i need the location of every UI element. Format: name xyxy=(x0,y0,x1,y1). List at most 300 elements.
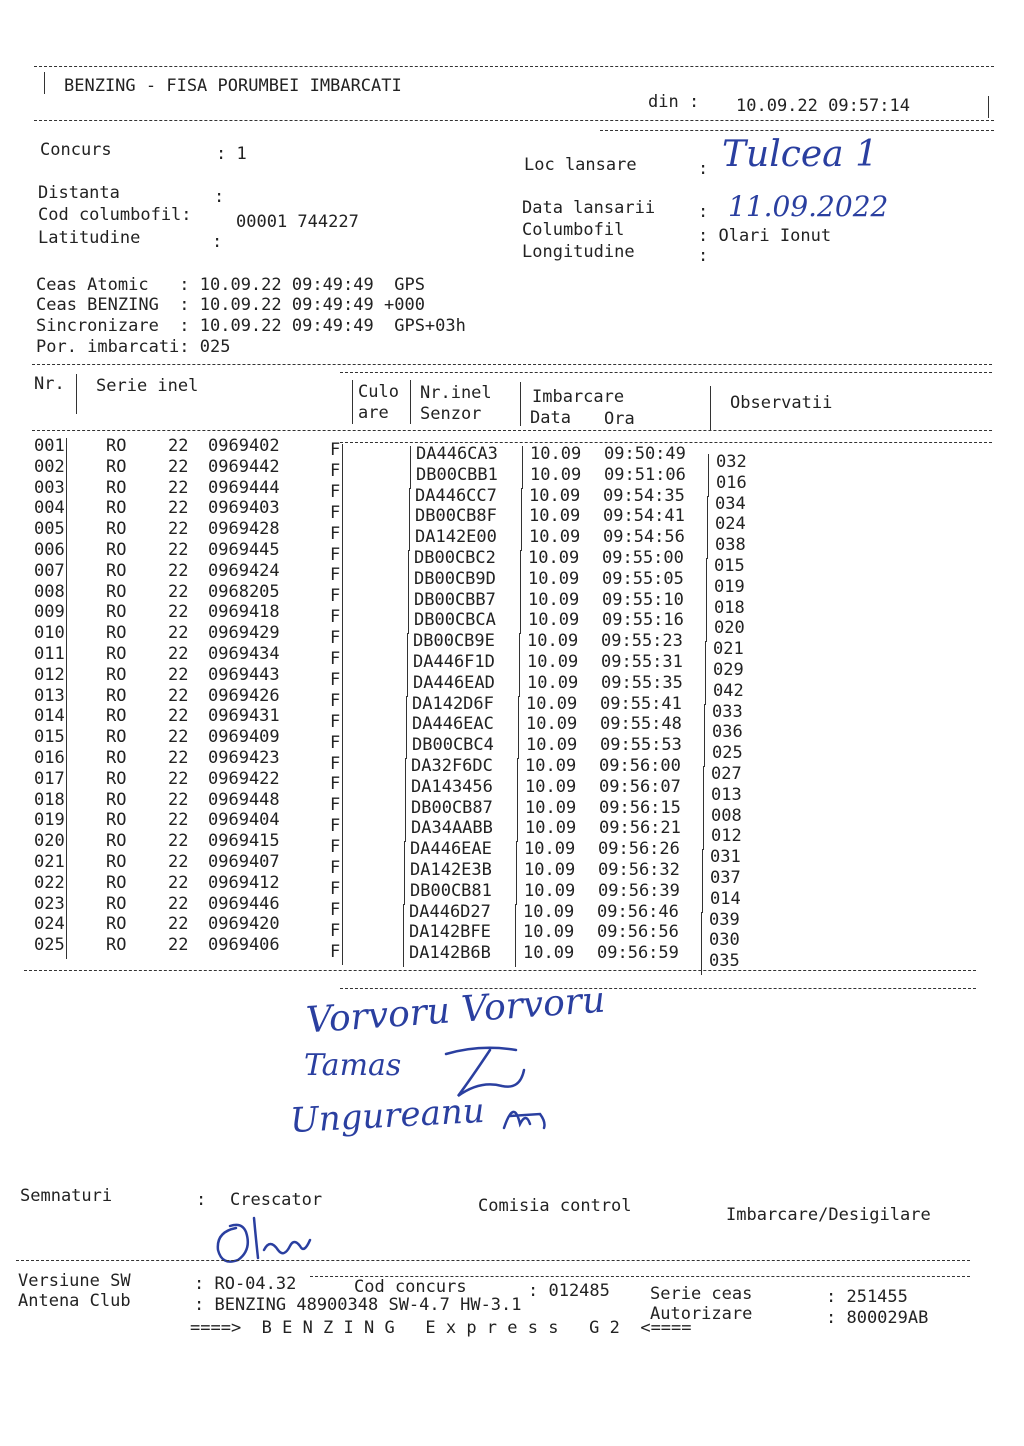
cell-observatii: 015 xyxy=(714,556,745,576)
cell-observatii: 035 xyxy=(709,951,740,972)
signature-scribble-3 xyxy=(500,1094,550,1134)
cell-chip-id: DB00CB9E xyxy=(413,631,495,652)
cell-time: 09:55:35 xyxy=(601,672,683,693)
row-divider xyxy=(66,625,67,647)
cell-year: 22 xyxy=(168,810,189,831)
col-divider-serie xyxy=(352,380,353,424)
col-divider-nr xyxy=(76,374,77,414)
cell-time: 09:56:59 xyxy=(597,943,679,964)
columbofil-label: Columbofil xyxy=(522,220,625,240)
cell-ring: 0969407 xyxy=(208,852,280,872)
cell-observatii: 019 xyxy=(714,576,745,597)
cell-chip-id: DB00CBB1 xyxy=(416,464,498,485)
cell-year: 22 xyxy=(168,498,189,519)
cell-observatii: 038 xyxy=(715,535,746,556)
cell-observatii: 025 xyxy=(712,743,743,764)
cell-nr: 021 xyxy=(34,852,65,872)
row-divider xyxy=(66,916,67,938)
cell-country: RO xyxy=(106,519,127,540)
cell-ring: 0969431 xyxy=(208,706,280,727)
cell-nr: 025 xyxy=(34,935,65,956)
cell-chip-id: DA446D27 xyxy=(409,901,491,922)
cell-nr: 015 xyxy=(34,727,65,748)
serie-ceas-label: Serie ceas xyxy=(650,1284,753,1304)
document-title: BENZING - FISA PORUMBEI IMBARCATI xyxy=(64,76,402,96)
cell-year: 22 xyxy=(168,623,189,644)
cell-country: RO xyxy=(106,644,127,664)
row-divider xyxy=(66,438,67,460)
cell-sex: F xyxy=(330,920,341,941)
cell-sex: F xyxy=(330,502,341,523)
cell-nr: 013 xyxy=(34,685,65,706)
autorizare-value: : 800029AB xyxy=(826,1308,929,1328)
cell-date: 10.09 xyxy=(526,714,578,735)
row-divider xyxy=(66,937,67,959)
cell-sex: F xyxy=(330,523,341,544)
cell-country: RO xyxy=(106,748,127,768)
cell-observatii: 039 xyxy=(709,909,740,930)
versiune-sw-label: Versiune SW xyxy=(18,1271,131,1291)
row-divider xyxy=(66,875,67,897)
col-header-are: are xyxy=(358,403,389,423)
cell-ring: 0969409 xyxy=(208,727,280,748)
row-divider xyxy=(66,708,67,730)
col-header-data: Data xyxy=(530,408,571,428)
cell-nr: 005 xyxy=(34,519,65,540)
cell-chip-id: DB00CBB7 xyxy=(414,589,496,610)
cell-date: 10.09 xyxy=(526,735,578,756)
cell-time: 09:56:26 xyxy=(598,839,680,860)
cell-ring: 0969423 xyxy=(208,748,280,768)
col-header-culo: Culo xyxy=(358,382,399,402)
cell-chip-id: DA143456 xyxy=(411,776,493,797)
cell-ring: 0969448 xyxy=(208,789,280,810)
header-bottom-rule-2 xyxy=(600,130,994,131)
cell-sex: F xyxy=(330,899,341,920)
col-header-serie: Serie inel xyxy=(96,376,199,396)
cell-year: 22 xyxy=(168,685,189,706)
cell-date: 10.09 xyxy=(528,548,580,568)
columbofil-value: : Olari Ionut xyxy=(698,226,832,246)
semnaturi-colon: : xyxy=(196,1190,207,1210)
cell-year: 22 xyxy=(168,789,189,810)
cell-sex: F xyxy=(330,837,341,858)
row-divider xyxy=(66,521,67,543)
cell-year: 22 xyxy=(168,852,189,872)
cell-nr: 024 xyxy=(34,914,65,935)
cell-observatii: 012 xyxy=(711,826,742,847)
cell-nr: 003 xyxy=(34,477,65,498)
cell-observatii: 029 xyxy=(713,660,744,680)
breeder-signature xyxy=(206,1210,316,1270)
cell-time: 09:54:35 xyxy=(603,485,685,506)
cell-country: RO xyxy=(106,540,127,560)
cell-sex: F xyxy=(330,878,341,899)
cell-year: 22 xyxy=(168,560,189,581)
row-divider xyxy=(403,945,404,967)
cell-sex: F xyxy=(330,941,341,962)
sincronizare-line: Sincronizare : 10.09.22 09:49:49 GPS+03h xyxy=(36,316,466,336)
cell-nr: 008 xyxy=(34,581,65,602)
row-divider xyxy=(66,500,67,522)
cell-time: 09:56:56 xyxy=(597,922,679,943)
row-divider xyxy=(515,945,516,967)
cell-date: 10.09 xyxy=(524,839,576,860)
cell-year: 22 xyxy=(168,893,189,914)
table-row xyxy=(0,935,1024,972)
row-divider xyxy=(66,792,67,814)
cell-date: 10.09 xyxy=(523,943,575,964)
cell-date: 10.09 xyxy=(524,880,576,901)
cell-sex: F xyxy=(330,628,341,649)
cell-country: RO xyxy=(106,623,127,644)
cell-year: 22 xyxy=(168,935,189,956)
cell-time: 09:54:41 xyxy=(603,506,685,527)
cell-time: 09:55:53 xyxy=(600,735,682,756)
cell-nr: 007 xyxy=(34,560,65,581)
loc-lansare-label: Loc lansare xyxy=(524,155,637,175)
row-divider xyxy=(66,646,67,668)
cell-date: 10.09 xyxy=(525,776,577,797)
cell-country: RO xyxy=(106,581,127,602)
benzing-express-brand-line: ====> B E N Z I N G E x p r e s s G 2 <==== xyxy=(190,1318,692,1338)
cell-date: 10.09 xyxy=(530,464,582,485)
cell-nr: 009 xyxy=(34,602,65,623)
cell-nr: 023 xyxy=(34,893,65,914)
cell-chip-id: DB00CB8F xyxy=(415,506,497,527)
cell-observatii: 032 xyxy=(716,452,747,472)
cell-date: 10.09 xyxy=(529,506,581,527)
cell-chip-id: DA446CA3 xyxy=(416,444,498,464)
cell-year: 22 xyxy=(168,664,189,685)
cell-observatii: 042 xyxy=(713,680,744,701)
cell-chip-id: DA142BFE xyxy=(409,922,491,943)
cell-sex: F xyxy=(330,753,341,774)
cell-date: 10.09 xyxy=(527,631,579,652)
cell-chip-id: DB00CB9D xyxy=(414,568,496,589)
table-header-bottom-rule xyxy=(32,430,992,431)
cell-chip-id: DA446EAD xyxy=(413,672,495,693)
cell-sex: F xyxy=(330,711,341,732)
cell-country: RO xyxy=(106,872,127,893)
col-header-ora: Ora xyxy=(604,409,635,429)
cell-date: 10.09 xyxy=(524,860,576,880)
cell-ring: 0969442 xyxy=(208,456,280,477)
cell-country: RO xyxy=(106,456,127,477)
cell-ring: 0969403 xyxy=(208,498,280,519)
cell-nr: 002 xyxy=(34,456,65,477)
cell-chip-id: DA142E00 xyxy=(415,527,497,548)
cell-sex: F xyxy=(330,544,341,565)
cell-nr: 020 xyxy=(34,831,65,852)
cell-date: 10.09 xyxy=(527,652,579,672)
cell-chip-id: DB00CBCA xyxy=(414,610,496,631)
row-divider xyxy=(66,750,67,772)
cell-year: 22 xyxy=(168,706,189,727)
cell-ring: 0969418 xyxy=(208,602,280,623)
cell-chip-id: DB00CBC2 xyxy=(414,548,496,568)
ceas-benzing-line: Ceas BENZING : 10.09.22 09:49:49 +000 xyxy=(36,295,425,315)
cell-date: 10.09 xyxy=(528,589,580,610)
cell-time: 09:56:00 xyxy=(599,756,681,776)
cell-sex: F xyxy=(330,460,341,481)
cell-ring: 0969404 xyxy=(208,810,280,831)
cell-chip-id: DA446EAC xyxy=(412,714,494,735)
col-header-observatii: Observatii xyxy=(730,393,833,413)
latitudine-label: Latitudine xyxy=(38,228,141,248)
latitudine-value: : xyxy=(212,232,223,252)
row-divider xyxy=(66,604,67,626)
cell-ring: 0969424 xyxy=(208,560,280,581)
cell-date: 10.09 xyxy=(526,693,578,714)
cell-date: 10.09 xyxy=(529,485,581,506)
distanta-label: Distanta xyxy=(38,183,120,203)
cell-ring: 0969415 xyxy=(208,831,280,852)
cell-sex: F xyxy=(330,440,341,460)
cell-time: 09:51:06 xyxy=(604,464,686,485)
row-divider xyxy=(66,896,67,918)
cell-nr: 012 xyxy=(34,664,65,685)
cell-time: 09:55:00 xyxy=(602,548,684,568)
cell-ring: 0969412 xyxy=(208,872,280,893)
cell-observatii: 021 xyxy=(713,639,744,660)
row-divider xyxy=(66,480,67,502)
cell-observatii: 036 xyxy=(712,722,743,743)
distanta-value: : xyxy=(214,187,225,207)
cell-nr: 022 xyxy=(34,872,65,893)
porumbei-imbarcati-line: Por. imbarcati: 025 xyxy=(36,337,231,357)
cell-time: 09:56:07 xyxy=(599,776,681,797)
data-lansarii-handwritten: 11.09.2022 xyxy=(728,190,889,223)
cell-time: 09:56:32 xyxy=(598,860,680,880)
cell-time: 09:54:56 xyxy=(603,527,685,548)
cell-country: RO xyxy=(106,560,127,581)
cell-observatii: 013 xyxy=(711,784,742,805)
cell-sex: F xyxy=(330,690,341,711)
cell-time: 09:56:39 xyxy=(598,880,680,901)
data-lansarii-colon: : xyxy=(698,202,709,222)
table-bottom-rule xyxy=(24,970,976,971)
cell-time: 09:56:21 xyxy=(599,818,681,839)
row-divider xyxy=(66,459,67,481)
handwritten-signature-3: Ungureanu xyxy=(289,1090,486,1142)
cell-time: 09:55:10 xyxy=(602,589,684,610)
cell-date: 10.09 xyxy=(525,818,577,839)
cell-observatii: 008 xyxy=(711,805,742,826)
cell-year: 22 xyxy=(168,768,189,789)
cell-nr: 018 xyxy=(34,789,65,810)
cell-chip-id: DA142B6B xyxy=(409,943,491,964)
header-left-bar xyxy=(44,72,45,94)
cell-year: 22 xyxy=(168,914,189,935)
autorizare-label: Autorizare xyxy=(650,1304,753,1324)
cell-chip-id: DA142E3B xyxy=(410,860,492,880)
cell-ring: 0969426 xyxy=(208,685,280,706)
cell-sex: F xyxy=(330,607,341,628)
col-header-nrinel: Nr.inel xyxy=(420,383,492,403)
cell-observatii: 030 xyxy=(709,930,740,951)
cell-ring: 0969443 xyxy=(208,664,280,685)
cell-country: RO xyxy=(106,852,127,872)
cell-observatii: 020 xyxy=(714,618,745,639)
table-bottom-rule-2 xyxy=(340,988,976,989)
row-divider xyxy=(66,688,67,710)
cell-date: 10.09 xyxy=(523,901,575,922)
row-divider xyxy=(66,542,67,564)
cell-date: 10.09 xyxy=(530,444,582,464)
cell-observatii: 016 xyxy=(716,472,747,493)
header-right-bar xyxy=(988,96,989,118)
col-header-imbarcare: Imbarcare xyxy=(532,387,625,407)
cell-year: 22 xyxy=(168,602,189,623)
cell-year: 22 xyxy=(168,727,189,748)
cell-nr: 006 xyxy=(34,540,65,560)
cell-ring: 0969434 xyxy=(208,644,280,664)
cell-sex: F xyxy=(330,774,341,795)
row-divider xyxy=(66,563,67,585)
row-divider xyxy=(66,584,67,606)
cell-date: 10.09 xyxy=(525,797,577,818)
cell-chip-id: DA446CC7 xyxy=(415,485,497,506)
cod-columbofil-value: 00001 744227 xyxy=(236,212,359,232)
cell-ring: 0969446 xyxy=(208,893,280,914)
cell-sex: F xyxy=(330,481,341,502)
cell-ring: 0969422 xyxy=(208,768,280,789)
comisia-control-label: Comisia control xyxy=(478,1196,632,1216)
cell-ring: 0969402 xyxy=(208,436,280,456)
cell-date: 10.09 xyxy=(527,672,579,693)
cell-year: 22 xyxy=(168,872,189,893)
cell-chip-id: DB00CBC4 xyxy=(412,735,494,756)
cell-time: 09:50:49 xyxy=(604,444,686,464)
cell-observatii: 037 xyxy=(710,868,741,888)
cell-chip-id: DA446F1D xyxy=(413,652,495,672)
cell-nr: 001 xyxy=(34,436,65,456)
cell-time: 09:55:23 xyxy=(601,631,683,652)
cell-year: 22 xyxy=(168,477,189,498)
cell-ring: 0969406 xyxy=(208,935,280,956)
cod-concurs-label: Cod concurs xyxy=(354,1277,467,1297)
cell-time: 09:56:46 xyxy=(597,901,679,922)
cell-time: 09:55:31 xyxy=(601,652,683,672)
cell-year: 22 xyxy=(168,436,189,456)
row-divider xyxy=(701,953,702,975)
cell-year: 22 xyxy=(168,644,189,664)
cell-country: RO xyxy=(106,436,127,456)
concurs-label: Concurs xyxy=(40,140,112,160)
cell-country: RO xyxy=(106,810,127,831)
cell-country: RO xyxy=(106,706,127,727)
cell-country: RO xyxy=(106,893,127,914)
concurs-value: : 1 xyxy=(216,144,247,164)
cell-time: 09:55:16 xyxy=(602,610,684,631)
cell-observatii: 024 xyxy=(715,514,746,535)
col-header-senzor: Senzor xyxy=(420,404,482,424)
imbarcare-desigilare-label: Imbarcare/Desigilare xyxy=(726,1205,931,1225)
cell-nr: 010 xyxy=(34,623,65,644)
cell-year: 22 xyxy=(168,748,189,768)
cell-country: RO xyxy=(106,685,127,706)
cell-nr: 017 xyxy=(34,768,65,789)
row-divider xyxy=(66,729,67,751)
cell-time: 09:55:41 xyxy=(600,693,682,714)
row-divider xyxy=(66,833,67,855)
serie-ceas-value: : 251455 xyxy=(826,1287,908,1307)
row-divider xyxy=(342,943,343,965)
cell-time: 09:55:05 xyxy=(602,568,684,589)
row-divider xyxy=(66,812,67,834)
versiune-sw-value: : RO-04.32 xyxy=(194,1274,297,1294)
cell-date: 10.09 xyxy=(523,922,575,943)
semnaturi-label: Semnaturi xyxy=(20,1186,113,1206)
cell-year: 22 xyxy=(168,519,189,540)
table-top-rule xyxy=(32,364,992,365)
loc-lansare-colon: : xyxy=(698,159,709,179)
cell-chip-id: DA34AABB xyxy=(411,818,493,839)
antena-club-label: Antena Club xyxy=(18,1291,131,1311)
col-divider-imbarcare xyxy=(710,386,711,430)
cell-chip-id: DB00CB87 xyxy=(411,797,493,818)
cell-country: RO xyxy=(106,602,127,623)
col-header-nr: Nr. xyxy=(34,374,65,394)
cell-country: RO xyxy=(106,935,127,956)
cell-date: 10.09 xyxy=(525,756,577,776)
cell-ring: 0969420 xyxy=(208,914,280,935)
col-divider-senzor xyxy=(520,382,521,426)
cell-chip-id: DA32F6DC xyxy=(411,756,493,776)
cell-year: 22 xyxy=(168,456,189,477)
cell-observatii: 034 xyxy=(715,493,746,514)
cell-date: 10.09 xyxy=(528,610,580,631)
longitudine-value: : xyxy=(698,246,709,266)
data-lansarii-label: Data lansarii xyxy=(522,198,656,218)
cell-time: 09:56:15 xyxy=(599,797,681,818)
cell-nr: 016 xyxy=(34,748,65,768)
cell-country: RO xyxy=(106,789,127,810)
cell-nr: 019 xyxy=(34,810,65,831)
cell-country: RO xyxy=(106,498,127,519)
cell-chip-id: DA142D6F xyxy=(412,693,494,714)
cell-year: 22 xyxy=(168,540,189,560)
cell-observatii: 014 xyxy=(710,888,741,909)
cell-sex: F xyxy=(330,816,341,837)
antena-club-value: : BENZING 48900348 SW-4.7 HW-3.1 xyxy=(194,1295,522,1315)
header-printed-datetime: 10.09.22 09:57:14 xyxy=(736,96,910,116)
cell-observatii: 018 xyxy=(714,597,745,618)
cell-ring: 0969444 xyxy=(208,477,280,498)
cell-date: 10.09 xyxy=(529,527,581,548)
cell-ring: 0968205 xyxy=(208,581,280,602)
handwritten-signature-1: Vorvoru Vorvoru xyxy=(304,979,607,1042)
header-top-rule xyxy=(34,66,994,67)
ceas-atomic-line: Ceas Atomic : 10.09.22 09:49:49 GPS xyxy=(36,275,425,295)
header-bottom-rule xyxy=(34,120,994,121)
cell-sex: F xyxy=(330,858,341,878)
cell-observatii: 033 xyxy=(712,701,743,722)
cell-country: RO xyxy=(106,477,127,498)
footer-top-rule xyxy=(16,1260,970,1261)
cell-country: RO xyxy=(106,727,127,748)
cell-sex: F xyxy=(330,795,341,816)
cell-sex: F xyxy=(330,649,341,669)
table-top-rule-2 xyxy=(340,372,992,373)
loc-lansare-handwritten: Tulcea 1 xyxy=(722,134,878,175)
cell-chip-id: DA446EAE xyxy=(410,839,492,860)
crescator-label: Crescator xyxy=(230,1190,323,1210)
cell-ring: 0969428 xyxy=(208,519,280,540)
cell-sex: F xyxy=(330,565,341,586)
cell-country: RO xyxy=(106,914,127,935)
